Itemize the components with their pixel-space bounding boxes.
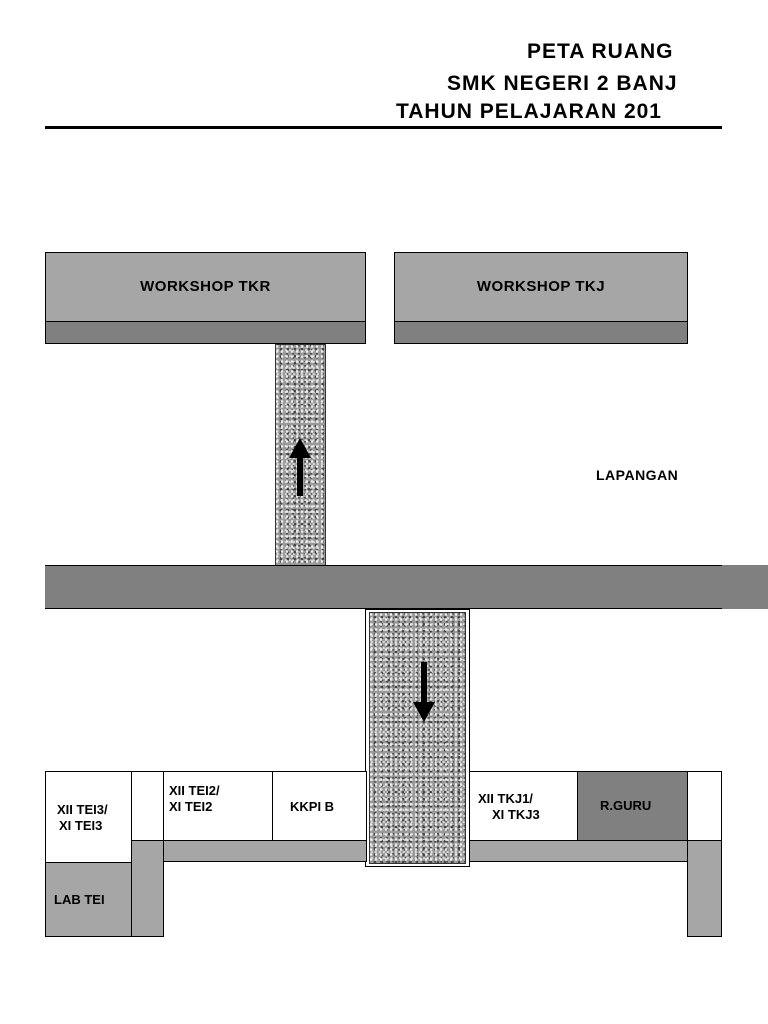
workshop-tkj[interactable] (394, 252, 688, 322)
main-road-extension (722, 565, 768, 609)
room-xii-tei2-label-1: XII TEI2/ (169, 783, 220, 798)
corridor-right-vertical (687, 840, 722, 937)
room-xii-tkj1-label-1: XII TKJ1/ (478, 791, 533, 806)
room-xii-tei3[interactable] (45, 771, 132, 863)
header-line-1: PETA RUANG (527, 40, 674, 63)
corridor-right (469, 840, 722, 862)
room-xii-tkj1-label-2: XI TKJ3 (492, 807, 540, 822)
corridor-left-vertical (131, 840, 164, 937)
room-xii-tei3-label-2: XI TEI3 (59, 818, 103, 833)
lapangan-label: LAPANGAN (596, 467, 679, 483)
down-arrow-icon (411, 660, 437, 724)
workshop-tkr-band (45, 321, 366, 344)
header-line-3: TAHUN PELAJARAN 201 (396, 100, 662, 123)
workshop-tkj-label: WORKSHOP TKJ (476, 278, 606, 295)
main-road (45, 565, 722, 609)
corridor-left (131, 840, 367, 862)
header (0, 0, 722, 140)
header-line-2: SMK NEGERI 2 BANJ (447, 72, 678, 95)
up-arrow-icon (287, 436, 313, 498)
room-r-guru-label: R.GURU (600, 798, 652, 813)
workshop-tkr-label: WORKSHOP TKR (140, 278, 271, 295)
room-xii-tei2-label-2: XI TEI2 (169, 799, 213, 814)
room-lab-tei[interactable] (45, 862, 132, 937)
room-kkpi-b[interactable] (272, 771, 367, 841)
header-rule (45, 126, 722, 129)
room-xii-tei3-label-1: XII TEI3/ (57, 802, 108, 817)
room-small-left[interactable] (131, 771, 164, 841)
room-xii-tei2[interactable] (163, 771, 273, 841)
lower-walkway (369, 612, 466, 864)
workshop-tkj-band (394, 321, 688, 344)
workshop-tkr[interactable] (45, 252, 366, 322)
room-lab-tei-label: LAB TEI (54, 892, 105, 907)
room-small-right[interactable] (687, 771, 722, 841)
room-xii-tkj1[interactable] (469, 771, 578, 841)
room-r-guru[interactable] (577, 771, 688, 841)
room-kkpi-b-label: KKPI B (290, 799, 335, 814)
